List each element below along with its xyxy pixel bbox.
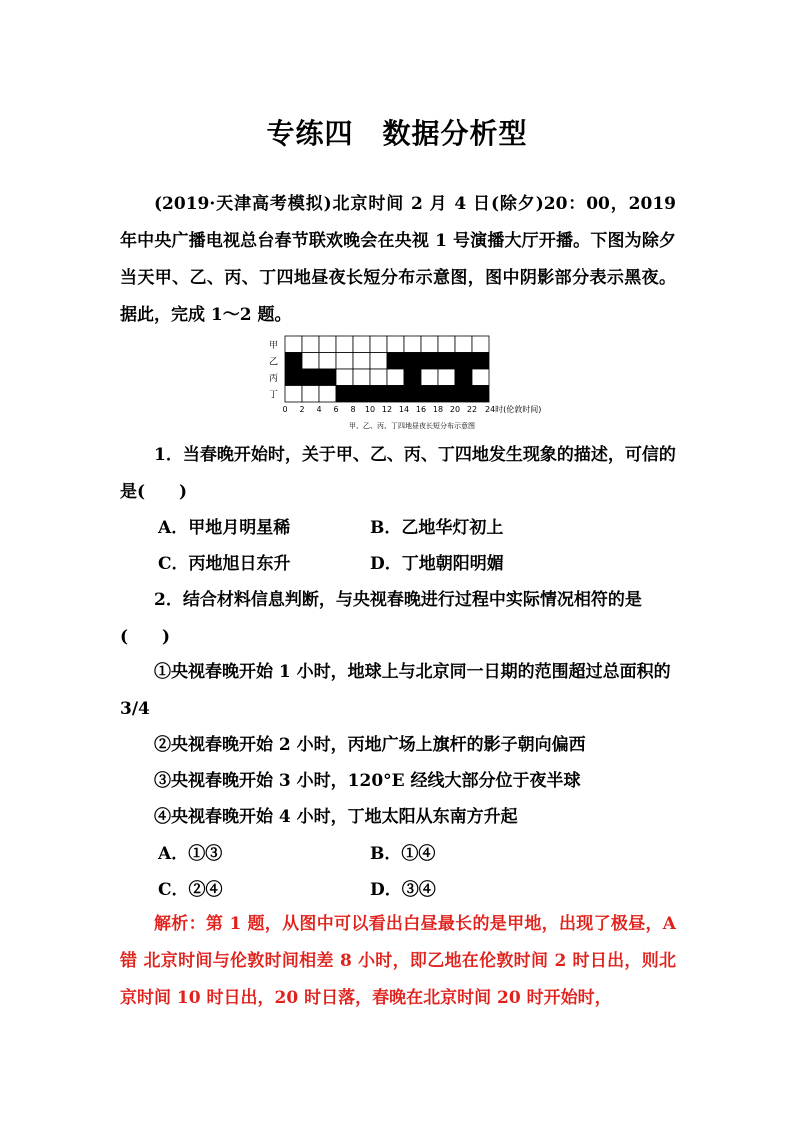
- x-tick-8: 16: [415, 405, 427, 414]
- x-tick-5: 10: [364, 405, 376, 414]
- cell-3-5: [370, 386, 387, 403]
- row-label-0: 甲: [268, 340, 278, 351]
- cell-2-1: [302, 369, 319, 386]
- page-title: 专练四 数据分析型: [266, 117, 528, 150]
- x-tick-6: 12: [381, 405, 393, 414]
- q2-option-c: C．②④: [158, 880, 223, 900]
- cell-0-1: [302, 336, 319, 353]
- cell-2-4: [353, 369, 370, 386]
- cell-0-9: [438, 336, 455, 353]
- cell-2-2: [319, 369, 336, 386]
- q1-option-c: C．丙地旭日东升: [158, 554, 291, 574]
- cell-3-11: [472, 386, 489, 403]
- cell-0-6: [387, 336, 404, 353]
- cell-3-4: [353, 386, 370, 403]
- analysis-paragraph: [120, 906, 676, 1017]
- cell-0-2: [319, 336, 336, 353]
- q2-option-d: D．③④: [370, 880, 436, 900]
- q1-option-d: D．丁地朝阳明媚: [370, 554, 504, 574]
- day-night-chart: [264, 333, 564, 433]
- cell-1-10: [455, 353, 472, 370]
- row-label-2: 丙: [268, 373, 278, 384]
- q2-statement-3: ③央视春晚开始 3 小时，120°E 经线大部分位于夜半球: [154, 771, 581, 791]
- x-tick-3: 6: [333, 405, 339, 414]
- row-label-3: 丁: [268, 390, 278, 401]
- cell-2-6: [387, 369, 404, 386]
- cell-2-5: [370, 369, 387, 386]
- cell-2-9: [438, 369, 455, 386]
- cell-2-8: [421, 369, 438, 386]
- cell-2-11: [472, 369, 489, 386]
- cell-0-7: [404, 336, 421, 353]
- cell-0-4: [353, 336, 370, 353]
- cell-3-0: [285, 386, 302, 403]
- x-tick-1: 2: [299, 405, 305, 414]
- cell-1-6: [387, 353, 404, 370]
- cell-0-3: [336, 336, 353, 353]
- cell-0-10: [455, 336, 472, 353]
- q1-option-b: B．乙地华灯初上: [370, 518, 504, 538]
- x-tick-12: 24时(伦敦时间): [485, 405, 542, 414]
- row-label-1: 乙: [268, 357, 278, 368]
- x-tick-11: 22: [466, 405, 478, 414]
- x-tick-4: 8: [350, 405, 356, 414]
- cell-1-11: [472, 353, 489, 370]
- x-tick-7: 14: [398, 405, 410, 414]
- chart-caption: 甲、乙、丙、丁四地昼夜长短分布示意图: [349, 422, 475, 430]
- cell-3-3: [336, 386, 353, 403]
- cell-1-1: [302, 353, 319, 370]
- q2-statement-1: ①央视春晚开始 1 小时，地球上与北京同一日期的范围超过总面积的 3/4: [120, 662, 671, 719]
- q1-option-a: A．甲地月明星稀: [158, 518, 291, 538]
- cell-3-7: [404, 386, 421, 403]
- cell-0-8: [421, 336, 438, 353]
- x-tick-0: 0: [282, 405, 288, 414]
- cell-1-0: [285, 353, 302, 370]
- cell-1-2: [319, 353, 336, 370]
- x-tick-2: 4: [316, 405, 322, 414]
- cell-2-3: [336, 369, 353, 386]
- intro-paragraph: (2019·天津高考模拟)北京时间 2 月 4 日(除夕)20：00，2019 年中央广播电视总台春节联欢晚会在央视 1 号演播大厅开播。下图为除夕当天甲、乙、丙、丁四地昼夜长短分布示意图，图中阴影部分表示黑夜。据此，完成 1～2 题。: [120, 194, 676, 325]
- cell-1-9: [438, 353, 455, 370]
- cell-3-2: [319, 386, 336, 403]
- cell-2-10: [455, 369, 472, 386]
- q1-stem: 1．当春晚开始时，关于甲、乙、丙、丁四地发生现象的描述，可信的是( ): [120, 445, 676, 502]
- cell-3-6: [387, 386, 404, 403]
- cell-1-3: [336, 353, 353, 370]
- q2-statement-4: ④央视春晚开始 4 小时，丁地太阳从东南方升起: [154, 807, 518, 827]
- q2-option-b: B．①④: [370, 844, 436, 864]
- analysis-text: ：第 1 题，从图中可以看出白昼最长的是甲地，出现了极昼，A 错 北京时间与伦敦时间相差 8 小时，即乙地在伦敦时间 2 时日出，则北京时间 10 时日出，20 时日落，春晚在北京时间 20 时开始时，: [120, 914, 676, 1008]
- cell-1-5: [370, 353, 387, 370]
- cell-1-7: [404, 353, 421, 370]
- cell-2-7: [404, 369, 421, 386]
- cell-3-10: [455, 386, 472, 403]
- cell-3-8: [421, 386, 438, 403]
- q2-statement-2: ②央视春晚开始 2 小时，丙地广场上旗杆的影子朝向偏西: [154, 735, 586, 755]
- x-tick-10: 20: [449, 405, 461, 414]
- cell-1-4: [353, 353, 370, 370]
- cell-0-0: [285, 336, 302, 353]
- cell-1-8: [421, 353, 438, 370]
- cell-0-5: [370, 336, 387, 353]
- cell-2-0: [285, 369, 302, 386]
- q2-option-a: A．①③: [158, 844, 223, 864]
- q2-stem: 2．结合材料信息判断，与央视春晚进行过程中实际情况相符的是( ): [120, 590, 642, 647]
- cell-3-1: [302, 386, 319, 403]
- cell-0-11: [472, 336, 489, 353]
- cell-3-9: [438, 386, 455, 403]
- analysis-label: 解析: [154, 914, 189, 934]
- x-tick-9: 18: [432, 405, 444, 414]
